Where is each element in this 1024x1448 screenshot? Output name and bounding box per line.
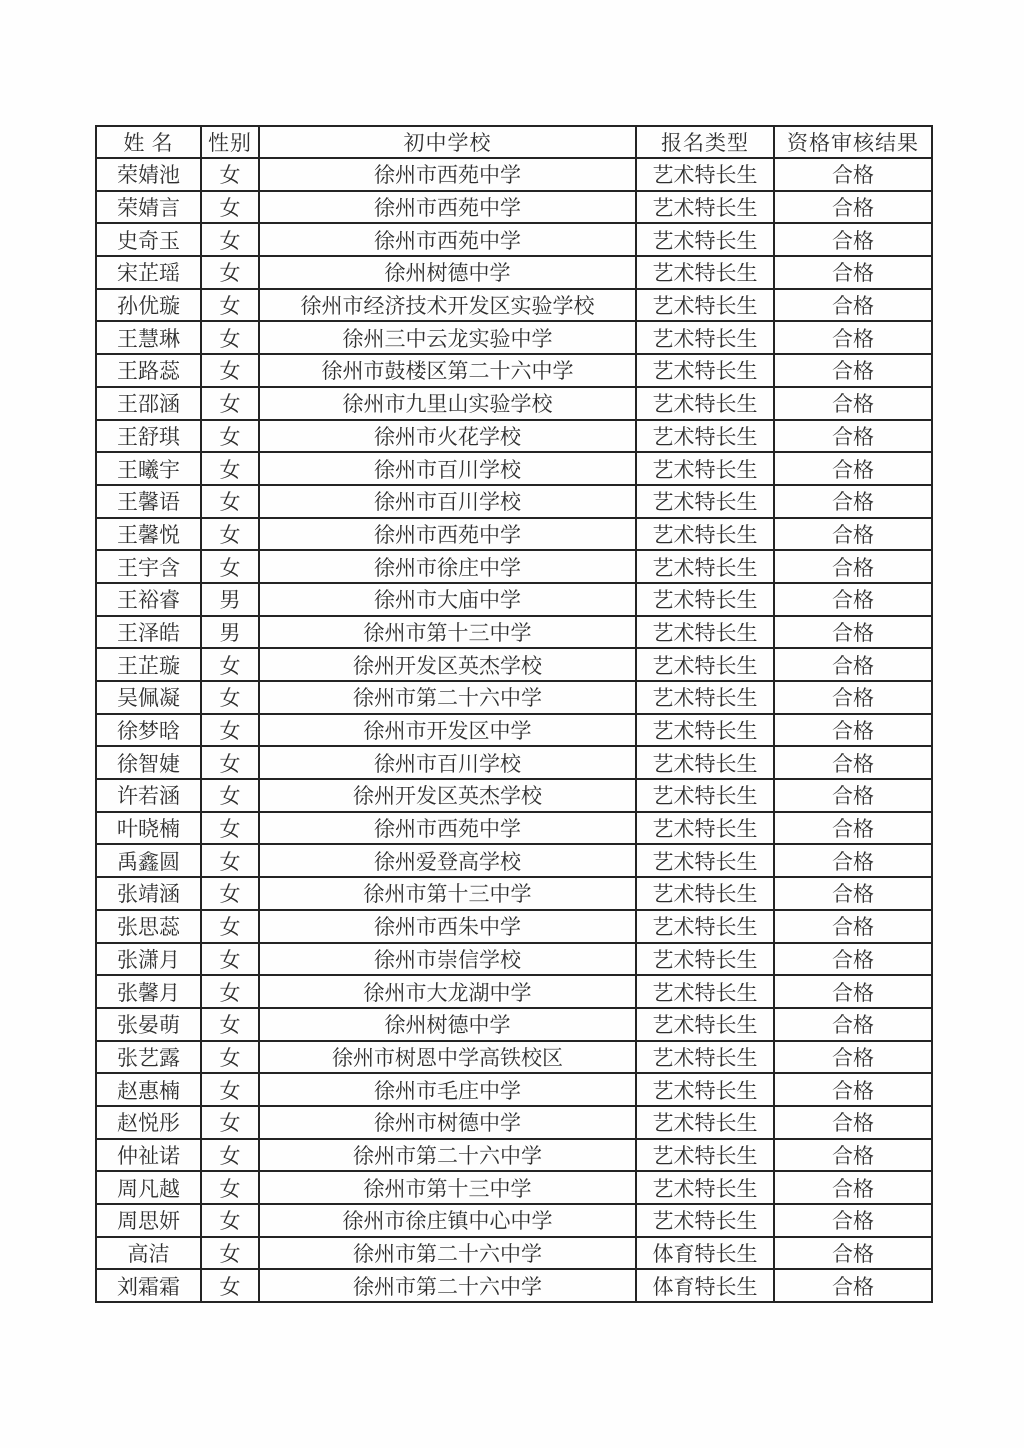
cell-result: 合格 <box>774 354 932 387</box>
cell-school: 徐州市百川学校 <box>259 452 636 485</box>
cell-result: 合格 <box>774 1204 932 1237</box>
cell-name: 荣婧言 <box>96 191 201 224</box>
cell-type: 艺术特长生 <box>636 1106 774 1139</box>
cell-gender: 女 <box>201 714 259 747</box>
cell-name: 张馨月 <box>96 975 201 1008</box>
cell-name: 史奇玉 <box>96 223 201 256</box>
cell-gender: 女 <box>201 550 259 583</box>
cell-gender: 女 <box>201 681 259 714</box>
cell-result: 合格 <box>774 420 932 453</box>
cell-type: 艺术特长生 <box>636 812 774 845</box>
cell-school: 徐州市西朱中学 <box>259 910 636 943</box>
cell-type: 艺术特长生 <box>636 1008 774 1041</box>
cell-result: 合格 <box>774 256 932 289</box>
cell-name: 刘霜霜 <box>96 1269 201 1302</box>
cell-school: 徐州市开发区中学 <box>259 714 636 747</box>
table-row <box>96 256 932 289</box>
cell-school: 徐州市西苑中学 <box>259 191 636 224</box>
cell-result: 合格 <box>774 485 932 518</box>
cell-gender: 女 <box>201 844 259 877</box>
cell-school: 徐州市毛庄中学 <box>259 1073 636 1106</box>
cell-school: 徐州爱登高学校 <box>259 844 636 877</box>
table-row <box>96 681 932 714</box>
cell-result: 合格 <box>774 910 932 943</box>
cell-name: 张思蕊 <box>96 910 201 943</box>
cell-result: 合格 <box>774 943 932 976</box>
cell-result: 合格 <box>774 1073 932 1106</box>
cell-result: 合格 <box>774 518 932 551</box>
cell-gender: 女 <box>201 518 259 551</box>
cell-school: 徐州市经济技术开发区实验学校 <box>259 289 636 322</box>
column-header-name: 姓 名 <box>96 126 201 158</box>
cell-result: 合格 <box>774 1237 932 1270</box>
cell-name: 荣婧池 <box>96 158 201 191</box>
table-row <box>96 648 932 681</box>
cell-gender: 女 <box>201 1041 259 1074</box>
cell-name: 张潇月 <box>96 943 201 976</box>
cell-school: 徐州市鼓楼区第二十六中学 <box>259 354 636 387</box>
cell-school: 徐州市火花学校 <box>259 420 636 453</box>
cell-gender: 女 <box>201 746 259 779</box>
cell-result: 合格 <box>774 681 932 714</box>
cell-name: 王芷璇 <box>96 648 201 681</box>
cell-school: 徐州市徐庄镇中心中学 <box>259 1204 636 1237</box>
table-row <box>96 518 932 551</box>
column-header-type: 报名类型 <box>636 126 774 158</box>
cell-type: 艺术特长生 <box>636 191 774 224</box>
cell-name: 许若涵 <box>96 779 201 812</box>
cell-type: 艺术特长生 <box>636 975 774 1008</box>
cell-gender: 女 <box>201 910 259 943</box>
cell-name: 张晏萌 <box>96 1008 201 1041</box>
cell-type: 艺术特长生 <box>636 1073 774 1106</box>
table-row <box>96 1041 932 1074</box>
cell-name: 王裕睿 <box>96 583 201 616</box>
cell-school: 徐州市大庙中学 <box>259 583 636 616</box>
cell-school: 徐州市第二十六中学 <box>259 1139 636 1172</box>
cell-name: 王慧琳 <box>96 321 201 354</box>
table-row <box>96 943 932 976</box>
cell-name: 王曦宇 <box>96 452 201 485</box>
table-row <box>96 1008 932 1041</box>
cell-school: 徐州市第十三中学 <box>259 877 636 910</box>
cell-name: 王馨语 <box>96 485 201 518</box>
cell-result: 合格 <box>774 616 932 649</box>
cell-gender: 女 <box>201 256 259 289</box>
cell-school: 徐州市百川学校 <box>259 746 636 779</box>
table-row <box>96 1237 932 1270</box>
cell-gender: 女 <box>201 812 259 845</box>
table-row <box>96 1073 932 1106</box>
cell-result: 合格 <box>774 746 932 779</box>
cell-result: 合格 <box>774 387 932 420</box>
cell-gender: 女 <box>201 485 259 518</box>
cell-type: 艺术特长生 <box>636 943 774 976</box>
table-row <box>96 1269 932 1302</box>
cell-result: 合格 <box>774 321 932 354</box>
cell-school: 徐州市第二十六中学 <box>259 681 636 714</box>
cell-name: 周思妍 <box>96 1204 201 1237</box>
cell-gender: 女 <box>201 1106 259 1139</box>
table-row <box>96 485 932 518</box>
cell-name: 周凡越 <box>96 1171 201 1204</box>
cell-result: 合格 <box>774 1269 932 1302</box>
cell-type: 艺术特长生 <box>636 681 774 714</box>
cell-school: 徐州市西苑中学 <box>259 158 636 191</box>
table-row <box>96 223 932 256</box>
table-row <box>96 779 932 812</box>
cell-school: 徐州市西苑中学 <box>259 812 636 845</box>
cell-name: 张靖涵 <box>96 877 201 910</box>
table-row <box>96 387 932 420</box>
cell-name: 王馨悦 <box>96 518 201 551</box>
cell-type: 艺术特长生 <box>636 877 774 910</box>
table-row <box>96 1139 932 1172</box>
table-row <box>96 1106 932 1139</box>
cell-gender: 女 <box>201 975 259 1008</box>
cell-name: 徐梦晗 <box>96 714 201 747</box>
cell-school: 徐州市崇信学校 <box>259 943 636 976</box>
cell-name: 仲祉诺 <box>96 1139 201 1172</box>
cell-result: 合格 <box>774 1041 932 1074</box>
cell-type: 艺术特长生 <box>636 354 774 387</box>
cell-school: 徐州市百川学校 <box>259 485 636 518</box>
cell-result: 合格 <box>774 289 932 322</box>
cell-type: 艺术特长生 <box>636 518 774 551</box>
cell-school: 徐州市第十三中学 <box>259 616 636 649</box>
cell-type: 艺术特长生 <box>636 1171 774 1204</box>
cell-name: 徐智婕 <box>96 746 201 779</box>
cell-gender: 男 <box>201 616 259 649</box>
cell-result: 合格 <box>774 583 932 616</box>
cell-name: 孙优璇 <box>96 289 201 322</box>
cell-gender: 女 <box>201 289 259 322</box>
table-row <box>96 452 932 485</box>
cell-name: 王泽皓 <box>96 616 201 649</box>
cell-gender: 男 <box>201 583 259 616</box>
table-row <box>96 1171 932 1204</box>
cell-result: 合格 <box>774 779 932 812</box>
table-row <box>96 354 932 387</box>
cell-result: 合格 <box>774 1008 932 1041</box>
cell-result: 合格 <box>774 1106 932 1139</box>
cell-name: 禹鑫圆 <box>96 844 201 877</box>
cell-school: 徐州市第二十六中学 <box>259 1237 636 1270</box>
cell-school: 徐州市第二十六中学 <box>259 1269 636 1302</box>
cell-name: 叶晓楠 <box>96 812 201 845</box>
cell-type: 艺术特长生 <box>636 223 774 256</box>
cell-name: 张艺露 <box>96 1041 201 1074</box>
cell-gender: 女 <box>201 158 259 191</box>
cell-type: 艺术特长生 <box>636 321 774 354</box>
cell-type: 艺术特长生 <box>636 844 774 877</box>
cell-school: 徐州树德中学 <box>259 256 636 289</box>
cell-gender: 女 <box>201 779 259 812</box>
cell-result: 合格 <box>774 648 932 681</box>
table-body <box>96 158 932 1302</box>
cell-school: 徐州树德中学 <box>259 1008 636 1041</box>
table-header-row <box>96 126 932 158</box>
column-header-result: 资格审核结果 <box>774 126 932 158</box>
cell-gender: 女 <box>201 354 259 387</box>
cell-type: 艺术特长生 <box>636 485 774 518</box>
cell-gender: 女 <box>201 877 259 910</box>
cell-result: 合格 <box>774 550 932 583</box>
cell-gender: 女 <box>201 1237 259 1270</box>
cell-type: 艺术特长生 <box>636 1204 774 1237</box>
cell-type: 体育特长生 <box>636 1269 774 1302</box>
cell-result: 合格 <box>774 812 932 845</box>
cell-type: 艺术特长生 <box>636 910 774 943</box>
table-row <box>96 158 932 191</box>
cell-gender: 女 <box>201 1073 259 1106</box>
cell-gender: 女 <box>201 321 259 354</box>
table-row <box>96 550 932 583</box>
cell-school: 徐州开发区英杰学校 <box>259 779 636 812</box>
cell-result: 合格 <box>774 844 932 877</box>
cell-gender: 女 <box>201 1204 259 1237</box>
cell-type: 艺术特长生 <box>636 158 774 191</box>
cell-type: 艺术特长生 <box>636 779 774 812</box>
cell-type: 艺术特长生 <box>636 452 774 485</box>
table-row <box>96 877 932 910</box>
cell-school: 徐州市大龙湖中学 <box>259 975 636 1008</box>
cell-result: 合格 <box>774 877 932 910</box>
cell-result: 合格 <box>774 1139 932 1172</box>
table-row <box>96 321 932 354</box>
cell-name: 王舒琪 <box>96 420 201 453</box>
cell-school: 徐州市徐庄中学 <box>259 550 636 583</box>
cell-name: 宋芷瑶 <box>96 256 201 289</box>
cell-school: 徐州开发区英杰学校 <box>259 648 636 681</box>
cell-type: 艺术特长生 <box>636 550 774 583</box>
column-header-gender: 性别 <box>201 126 259 158</box>
cell-result: 合格 <box>774 191 932 224</box>
cell-result: 合格 <box>774 223 932 256</box>
cell-result: 合格 <box>774 158 932 191</box>
table-row <box>96 975 932 1008</box>
cell-name: 赵惠楠 <box>96 1073 201 1106</box>
cell-type: 艺术特长生 <box>636 746 774 779</box>
cell-gender: 女 <box>201 943 259 976</box>
table-row <box>96 191 932 224</box>
cell-gender: 女 <box>201 223 259 256</box>
table-row <box>96 714 932 747</box>
cell-name: 王宇含 <box>96 550 201 583</box>
cell-type: 艺术特长生 <box>636 714 774 747</box>
cell-gender: 女 <box>201 648 259 681</box>
cell-result: 合格 <box>774 1171 932 1204</box>
table-row <box>96 1204 932 1237</box>
cell-result: 合格 <box>774 714 932 747</box>
cell-gender: 女 <box>201 1008 259 1041</box>
cell-school: 徐州市树恩中学高铁校区 <box>259 1041 636 1074</box>
cell-gender: 女 <box>201 1269 259 1302</box>
cell-gender: 女 <box>201 1139 259 1172</box>
qualification-roster-table <box>95 125 933 1303</box>
cell-type: 艺术特长生 <box>636 648 774 681</box>
table-row <box>96 289 932 322</box>
cell-type: 艺术特长生 <box>636 583 774 616</box>
table-row <box>96 616 932 649</box>
table-row <box>96 812 932 845</box>
table-row <box>96 910 932 943</box>
column-header-school: 初中学校 <box>259 126 636 158</box>
cell-type: 体育特长生 <box>636 1237 774 1270</box>
table-row <box>96 583 932 616</box>
cell-result: 合格 <box>774 452 932 485</box>
cell-gender: 女 <box>201 452 259 485</box>
cell-school: 徐州市西苑中学 <box>259 518 636 551</box>
cell-gender: 女 <box>201 1171 259 1204</box>
table-row <box>96 746 932 779</box>
cell-gender: 女 <box>201 191 259 224</box>
cell-gender: 女 <box>201 420 259 453</box>
cell-type: 艺术特长生 <box>636 1139 774 1172</box>
cell-type: 艺术特长生 <box>636 616 774 649</box>
cell-name: 王邵涵 <box>96 387 201 420</box>
cell-name: 王路蕊 <box>96 354 201 387</box>
table-row <box>96 420 932 453</box>
cell-type: 艺术特长生 <box>636 420 774 453</box>
cell-school: 徐州市第十三中学 <box>259 1171 636 1204</box>
cell-school: 徐州市树德中学 <box>259 1106 636 1139</box>
cell-name: 吴佩凝 <box>96 681 201 714</box>
cell-type: 艺术特长生 <box>636 256 774 289</box>
cell-school: 徐州市九里山实验学校 <box>259 387 636 420</box>
cell-type: 艺术特长生 <box>636 387 774 420</box>
table-row <box>96 844 932 877</box>
cell-name: 赵悦彤 <box>96 1106 201 1139</box>
cell-name: 高洁 <box>96 1237 201 1270</box>
cell-school: 徐州三中云龙实验中学 <box>259 321 636 354</box>
cell-type: 艺术特长生 <box>636 289 774 322</box>
cell-gender: 女 <box>201 387 259 420</box>
cell-type: 艺术特长生 <box>636 1041 774 1074</box>
cell-result: 合格 <box>774 975 932 1008</box>
cell-school: 徐州市西苑中学 <box>259 223 636 256</box>
